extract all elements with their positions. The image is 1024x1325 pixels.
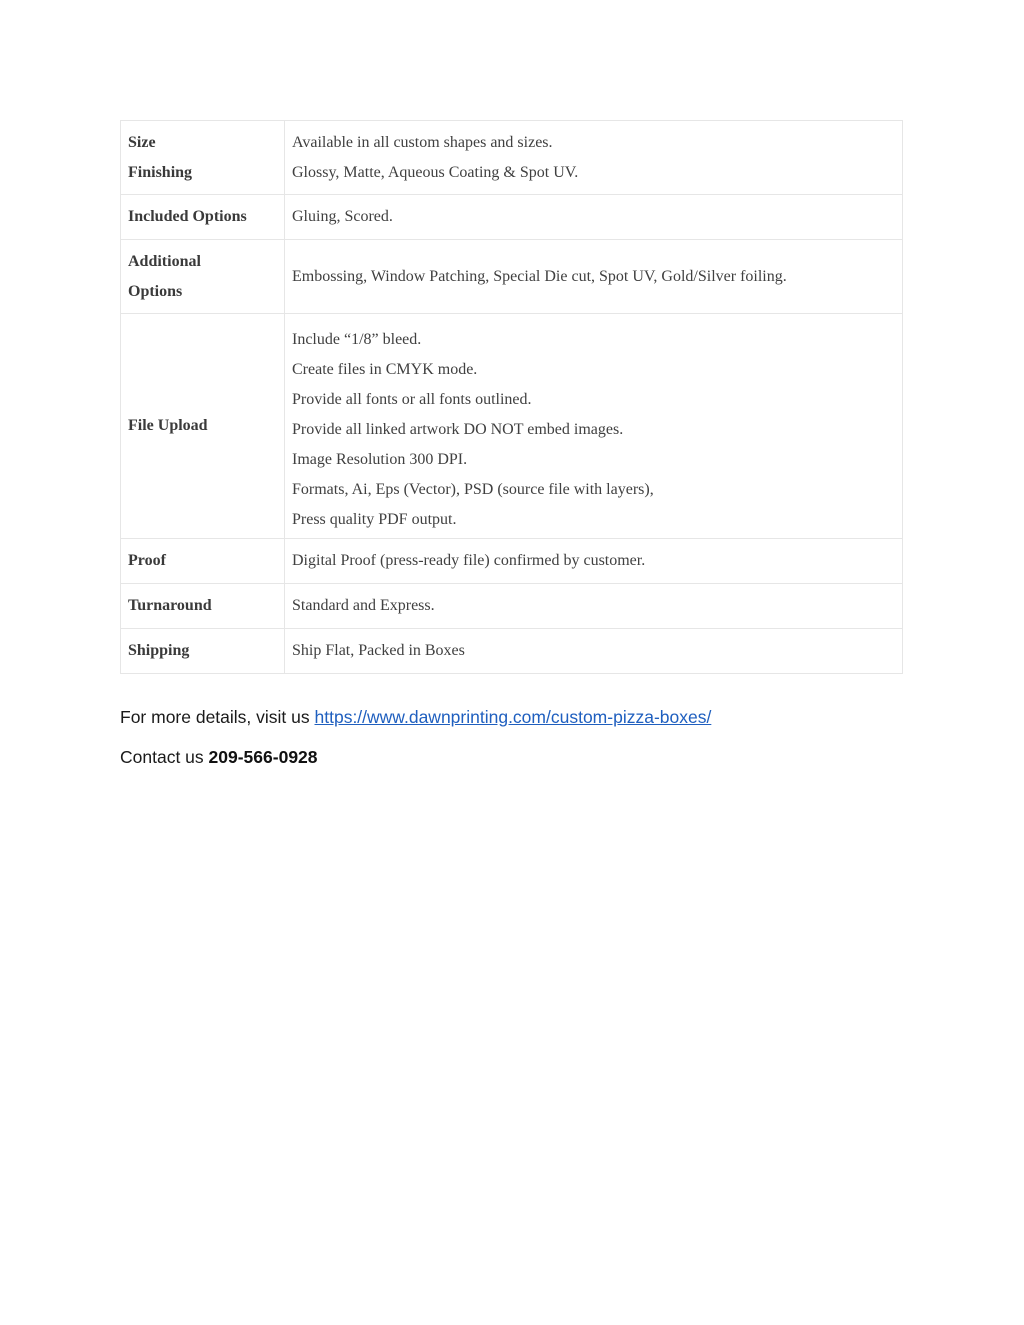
spec-value-size: Available in all custom shapes and sizes. bbox=[292, 133, 553, 151]
spec-value-file-upload-line: Provide all fonts or all fonts outlined. bbox=[292, 391, 532, 408]
spec-label-cell bbox=[121, 629, 285, 674]
spec-label-cell bbox=[121, 314, 285, 539]
spec-label-proof: Proof bbox=[128, 552, 166, 569]
spec-value-cell bbox=[285, 314, 903, 539]
spec-value-file-upload-line: Create files in CMYK mode. bbox=[292, 361, 478, 378]
spec-row-size-finishing bbox=[121, 121, 903, 195]
spec-value-additional-options: Embossing, Window Patching, Special Die cut, Spot UV, Gold/Silver foiling. bbox=[292, 267, 787, 285]
spec-value-cell bbox=[285, 539, 903, 584]
spec-label-cell bbox=[121, 584, 285, 629]
spec-label-cell bbox=[121, 121, 285, 195]
spec-value-cell bbox=[285, 629, 903, 674]
spec-value-included-options: Gluing, Scored. bbox=[292, 208, 393, 225]
spec-value-file-upload-line: Press quality PDF output. bbox=[292, 511, 457, 528]
spec-row-proof bbox=[121, 539, 903, 584]
spec-label-shipping: Shipping bbox=[128, 642, 190, 659]
spec-label-finishing: Finishing bbox=[128, 163, 193, 181]
spec-value-file-upload-line: Include “1/8” bleed. bbox=[292, 331, 422, 348]
spec-row-included-options bbox=[121, 195, 903, 240]
more-details-text: For more details, visit us bbox=[120, 707, 315, 727]
product-spec-table bbox=[120, 120, 903, 674]
spec-label-cell bbox=[121, 240, 285, 314]
spec-value-cell bbox=[285, 121, 903, 195]
contact-line bbox=[120, 747, 318, 768]
spec-row-file-upload bbox=[121, 314, 903, 539]
spec-value-cell bbox=[285, 584, 903, 629]
spec-label-cell bbox=[121, 539, 285, 584]
more-details-line bbox=[120, 707, 711, 728]
contact-phone: 209-566-0928 bbox=[208, 747, 318, 767]
spec-value-cell bbox=[285, 240, 903, 314]
spec-label-size: Size bbox=[128, 133, 156, 151]
spec-value-shipping: Ship Flat, Packed in Boxes bbox=[292, 642, 465, 659]
spec-value-file-upload-line: Formats, Ai, Eps (Vector), PSD (source file with layers), bbox=[292, 481, 654, 498]
spec-row-turnaround bbox=[121, 584, 903, 629]
spec-row-additional-options bbox=[121, 240, 903, 314]
spec-label-options: Options bbox=[128, 282, 183, 300]
spec-value-finishing: Glossy, Matte, Aqueous Coating & Spot UV. bbox=[292, 163, 579, 181]
spec-value-cell bbox=[285, 195, 903, 240]
spec-value-proof: Digital Proof (press-ready file) confirmed by customer. bbox=[292, 552, 646, 569]
spec-value-file-upload-line: Image Resolution 300 DPI. bbox=[292, 451, 468, 468]
spec-row-shipping bbox=[121, 629, 903, 674]
contact-text: Contact us bbox=[120, 747, 209, 767]
website-link[interactable]: https://www.dawnprinting.com/custom-pizza-boxes/ bbox=[314, 707, 712, 727]
spec-value-turnaround: Standard and Express. bbox=[292, 597, 435, 614]
spec-label-additional: Additional bbox=[128, 252, 201, 270]
spec-label-cell bbox=[121, 195, 285, 240]
spec-label-included-options: Included Options bbox=[128, 208, 247, 225]
spec-label-turnaround: Turnaround bbox=[128, 597, 212, 614]
spec-value-file-upload-line: Provide all linked artwork DO NOT embed images. bbox=[292, 421, 624, 438]
spec-label-file-upload: File Upload bbox=[128, 417, 208, 434]
